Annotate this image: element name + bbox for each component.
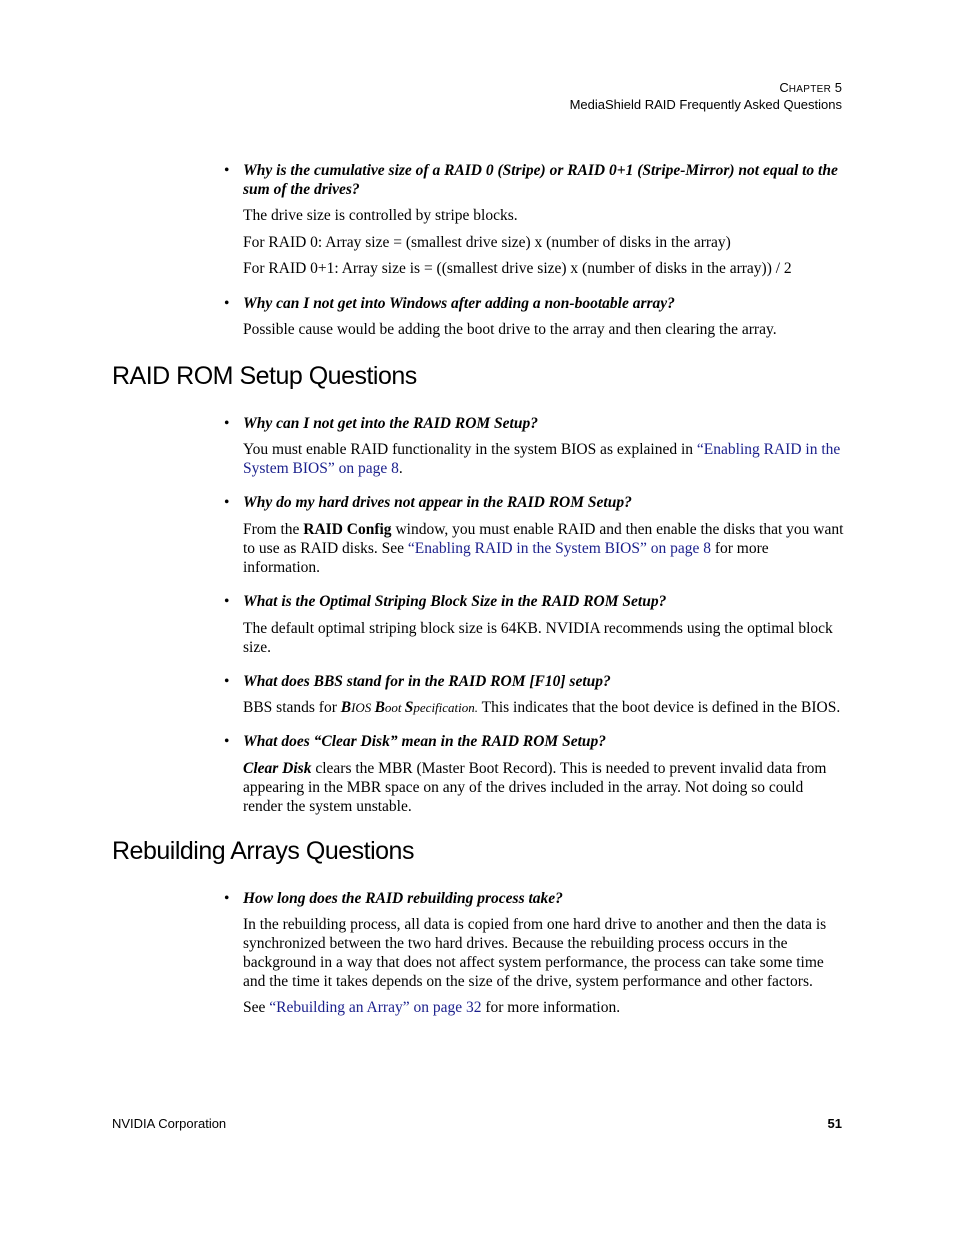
question-clear-disk: • What does “Clear Disk” mean in the RAID ROM Setup? <box>224 733 607 750</box>
question-rebuild-time: • How long does the RAID rebuilding process take? <box>224 890 563 907</box>
chapter-label: CHAPTER 5 <box>779 80 842 95</box>
bullet-icon: • <box>224 162 230 179</box>
page-body <box>112 161 844 1017</box>
question-windows-boot: • Why can I not get into Windows after adding a non-bootable array? <box>224 295 675 312</box>
answer-raid-rom-access: You must enable RAID functionality in the system BIOS as explained in “Enabling RAID in the System BIOS” on page 8. <box>243 441 841 477</box>
question-cumulative-size: • Why is the cumulative size of a RAID 0 (Stripe) or RAID 0+1 (Stripe-Mirror) not equal to the sum of the drives? <box>224 162 838 198</box>
bullet-icon: • <box>224 415 230 432</box>
question-raid-rom-access: • Why can I not get into the RAID ROM Setup? <box>224 415 538 432</box>
answer-raid01-formula: For RAID 0+1: Array size is = ((smallest drive size) x (number of disks in the array)) / 2 <box>243 260 792 277</box>
footer-company: NVIDIA Corporation <box>112 1116 227 1131</box>
answer-windows-boot: Possible cause would be adding the boot drive to the array and then clearing the array. <box>243 321 777 338</box>
chapter-number: 5 <box>834 80 842 95</box>
bullet-icon: • <box>224 593 230 610</box>
bullet-icon: • <box>224 673 230 690</box>
question-drives-not-appear: • Why do my hard drives not appear in the RAID ROM Setup? <box>224 494 632 511</box>
section-heading-rebuilding: Rebuilding Arrays Questions <box>112 837 414 865</box>
question-bbs: • What does BBS stand for in the RAID ROM [F10] setup? <box>224 673 611 690</box>
page-number: 51 <box>827 1116 842 1131</box>
bullet-icon: • <box>224 890 230 907</box>
answer-raid0-formula: For RAID 0: Array size = (smallest drive size) x (number of disks in the array) <box>243 234 731 251</box>
bullet-icon: • <box>224 733 230 750</box>
answer-drives-not-appear: From the RAID Config window, you must enable RAID and then enable the disks that you want to use as RAID disks. See “Enabling RAID in the System BIOS” on page 8 for more information. <box>243 521 844 576</box>
section-heading-raid-rom: RAID ROM Setup Questions <box>112 362 417 390</box>
chapter-word: HAPTER <box>788 84 832 95</box>
link-enabling-raid-bios[interactable]: “Enabling RAID in the System BIOS” on page 8 <box>243 441 841 477</box>
question-striping-block-size: • What is the Optimal Striping Block Size in the RAID ROM Setup? <box>224 593 667 610</box>
link-rebuilding-array[interactable]: “Rebuilding an Array” on page 32 <box>269 999 482 1016</box>
answer-rebuild-time: In the rebuilding process, all data is copied from one hard drive to another and then the data is synchronized between the two hard drives. Because the rebuilding process occurs in the background in a way that does not affect system performance, the process can take some time and the time it takes depends on the size of the drive, system performance and other factors. <box>243 916 827 990</box>
link-enabling-raid-bios-2[interactable]: “Enabling RAID in the System BIOS” on page 8 <box>407 540 711 557</box>
answer-bbs: BBS stands for BIOS Boot Specification. This indicates that the boot device is defined in the BIOS. <box>243 699 841 716</box>
answer-rebuild-see-also: See “Rebuilding an Array” on page 32 for more information. <box>243 999 621 1016</box>
answer-stripe-blocks: The drive size is controlled by stripe blocks. <box>243 207 518 224</box>
bullet-icon: • <box>224 295 230 312</box>
chapter-subtitle: MediaShield RAID Frequently Asked Questions <box>569 97 842 112</box>
answer-striping-block-size: The default optimal striping block size is 64KB. NVIDIA recommends using the optimal block size. <box>243 620 833 656</box>
bullet-icon: • <box>224 494 230 511</box>
running-header <box>570 80 842 112</box>
answer-clear-disk: Clear Disk clears the MBR (Master Boot Record). This is needed to prevent invalid data from appearing in the MBR space on any of the drives included in the array. Not doing so could render the system unstable. <box>243 760 827 815</box>
